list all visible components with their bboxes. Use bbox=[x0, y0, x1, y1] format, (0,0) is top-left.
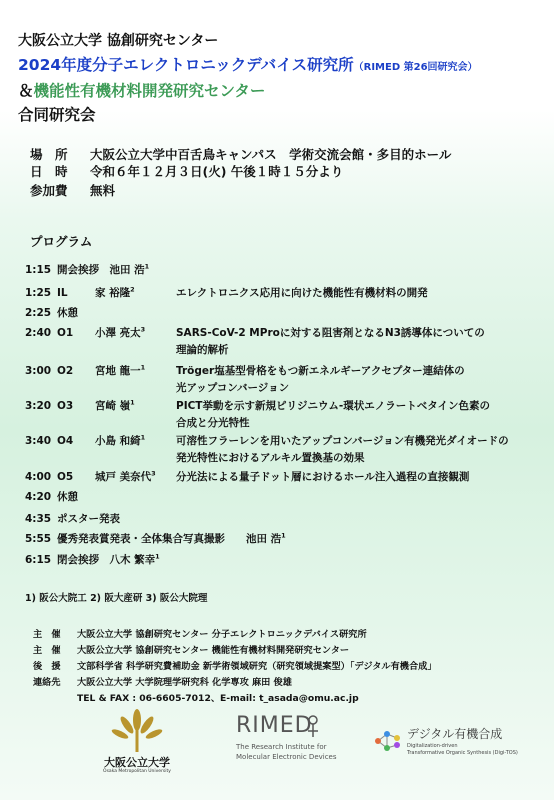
organizer-label: 主 催 bbox=[33, 645, 61, 656]
program-name: 小島 和綺 bbox=[95, 435, 141, 447]
program-time: 2:25 bbox=[25, 307, 52, 319]
program-sup: 3 bbox=[151, 469, 156, 478]
program-talk-title: 可溶性フラーレンを用いたアップコンバージョン有機発光ダイオードの bbox=[176, 435, 509, 447]
sponsor-row bbox=[33, 658, 437, 672]
program-speaker bbox=[95, 364, 145, 379]
program-sup: 1 bbox=[130, 398, 135, 407]
program-sup: 1 bbox=[140, 433, 146, 442]
joint-meeting-title: 合同研究会 bbox=[18, 106, 96, 124]
organizer-row bbox=[33, 626, 367, 640]
program-item bbox=[57, 263, 149, 278]
program-sup: 1 bbox=[281, 531, 286, 540]
program-name: 小澤 亮太 bbox=[95, 327, 141, 339]
program-sup: 3 bbox=[140, 325, 146, 334]
omu-emblem-icon bbox=[97, 708, 177, 754]
program-time: 4:35 bbox=[25, 513, 52, 525]
rimed-sub1: The Research Institute for bbox=[236, 743, 327, 751]
digi-tos-sub1: Digitalization-driven bbox=[407, 743, 458, 749]
program-talk-title: エレクトロニクス応用に向けた機能性有機材料の開発 bbox=[176, 287, 428, 299]
info-venue bbox=[30, 145, 451, 163]
rimed-molecule-icon bbox=[304, 713, 322, 739]
program-time: 4:20 bbox=[25, 491, 52, 503]
info-value: 令和６年１２月３日(火) 午後１時１５分より bbox=[90, 164, 344, 179]
omu-name: 大阪公立大学 bbox=[104, 756, 170, 769]
program-talk-title: SARS-CoV-2 MProに対する阻害剤となるN3誘導体についての bbox=[176, 327, 485, 339]
digi-tos-sub2: Transformative Organic Synthesis (Digi-TOS) bbox=[407, 750, 518, 756]
program-name: 開会挨拶 池田 浩 bbox=[57, 264, 145, 276]
digi-tos-name: デジタル有機合成 bbox=[407, 727, 503, 741]
organizer-heading: 大阪公立大学 協創研究センター bbox=[18, 33, 219, 49]
program-talk-title-line2: 発光特性におけるアルキル置換基の効果 bbox=[176, 452, 365, 464]
program-speaker bbox=[95, 434, 145, 449]
rimed-wordmark: RIMED bbox=[236, 713, 313, 738]
program-item bbox=[57, 532, 286, 547]
info-value: 無料 bbox=[90, 183, 116, 198]
program-talk-title: Tröger塩基型骨格をもつ新エネルギーアクセプター連結体の bbox=[176, 365, 465, 377]
center-title-text: 機能性有機材料開発研究センター bbox=[33, 82, 266, 100]
ampersand: ＆ bbox=[18, 82, 34, 100]
organizer-row bbox=[33, 642, 349, 656]
digi-tos-logo bbox=[373, 725, 533, 765]
program-code: O4 bbox=[57, 435, 74, 447]
organizer-value: 大阪公立大学 協創研究センター 機能性有機材料開発研究センター bbox=[77, 645, 350, 656]
info-datetime bbox=[30, 162, 343, 180]
program-name: 優秀発表賞発表・全体集合写真撮影 池田 浩 bbox=[57, 533, 282, 545]
info-label: 場 所 bbox=[30, 147, 68, 162]
organizer-label: 後 援 bbox=[33, 661, 61, 672]
rimed-sub2: Molecular Electronic Devices bbox=[236, 753, 337, 761]
info-label: 参加費 bbox=[30, 183, 68, 198]
rimed-logo bbox=[236, 713, 336, 777]
contact-tel-email: TEL & FAX : 06-6605-7012、E-mail: t_asada@omu.ac.jp bbox=[77, 693, 359, 704]
program-time: 3:40 bbox=[25, 435, 52, 447]
program-time: 3:20 bbox=[25, 400, 52, 412]
organizer-label: 主 催 bbox=[33, 629, 61, 640]
program-name: 休憩 bbox=[57, 307, 78, 319]
program-item bbox=[57, 553, 160, 568]
organizer-value: 大阪公立大学 大学院理学研究科 化学専攻 麻田 俊雄 bbox=[77, 677, 292, 688]
program-name: 休憩 bbox=[57, 491, 78, 503]
program-speaker bbox=[95, 286, 135, 301]
molecule-network-icon bbox=[373, 729, 403, 753]
program-sup: 1 bbox=[140, 363, 146, 372]
program-code: O3 bbox=[57, 400, 74, 412]
program-time: 1:15 bbox=[25, 264, 52, 276]
program-name: 宮崎 嶺 bbox=[95, 400, 131, 412]
program-time: 2:40 bbox=[25, 327, 52, 339]
program-talk-title-line2: 合成と分光特性 bbox=[176, 417, 250, 429]
omu-name-en: Osaka Metropolitan University bbox=[103, 769, 171, 774]
organizer-value: 大阪公立大学 協創研究センター 分子エレクトロニックデバイス研究所 bbox=[77, 629, 367, 640]
program-code: O1 bbox=[57, 327, 74, 339]
program-talk-title-line2: 理論的解析 bbox=[176, 344, 229, 356]
organizer-label: 連絡先 bbox=[33, 677, 61, 688]
program-time: 5:55 bbox=[25, 533, 52, 545]
program-sup: 1 bbox=[155, 552, 160, 561]
program-time: 1:25 bbox=[25, 287, 52, 299]
institute-title-text: 2024年度分子エレクトロニックデバイス研究所 bbox=[18, 56, 354, 74]
institute-title bbox=[18, 53, 478, 75]
program-time: 4:00 bbox=[25, 471, 52, 483]
program-sup: 1 bbox=[144, 262, 150, 271]
affiliations: 1) 阪公大院工 2) 阪大産研 3) 阪公大院理 bbox=[25, 593, 208, 604]
program-time: 3:00 bbox=[25, 365, 52, 377]
institute-meeting-number: （RIMED 第26回研究会） bbox=[353, 62, 478, 73]
program-code: IL bbox=[57, 287, 68, 299]
program-name: 宮地 龍一 bbox=[95, 365, 141, 377]
program-talk-title: 分光法による量子ドット層におけるホール注入過程の直接観測 bbox=[176, 471, 470, 483]
program-sup: 2 bbox=[130, 285, 135, 294]
program-name: 城戸 美奈代 bbox=[95, 471, 152, 483]
info-value: 大阪公立大学中百舌鳥キャンパス 学術交流会館・多目的ホール bbox=[90, 147, 452, 162]
omu-logo bbox=[97, 708, 177, 778]
program-name: ポスター発表 bbox=[57, 513, 120, 525]
program-title: プログラム bbox=[30, 234, 93, 249]
program-talk-title-line2: 光アップコンバージョン bbox=[176, 382, 290, 394]
program-code: O5 bbox=[57, 471, 74, 483]
program-time: 6:15 bbox=[25, 554, 52, 566]
program-code: O2 bbox=[57, 365, 74, 377]
organizer-value: 文部科学省 科学研究費補助金 新学術領域研究（研究領域提案型）「デジタル有機合成」 bbox=[77, 661, 437, 672]
program-speaker bbox=[95, 470, 156, 485]
contact-row bbox=[33, 674, 292, 688]
program-speaker bbox=[95, 399, 135, 414]
info-fee bbox=[30, 181, 115, 199]
info-label: 日 時 bbox=[30, 164, 68, 179]
center-title bbox=[18, 79, 265, 101]
program-name: 家 裕隆 bbox=[95, 287, 131, 299]
program-talk-title: PICT挙動を示す新規ピリジニウム-環状エノラートベタイン色素の bbox=[176, 400, 491, 412]
contact-details-row bbox=[33, 690, 359, 704]
program-name: 閉会挨拶 八木 繁幸 bbox=[57, 554, 156, 566]
program-speaker bbox=[95, 326, 145, 341]
